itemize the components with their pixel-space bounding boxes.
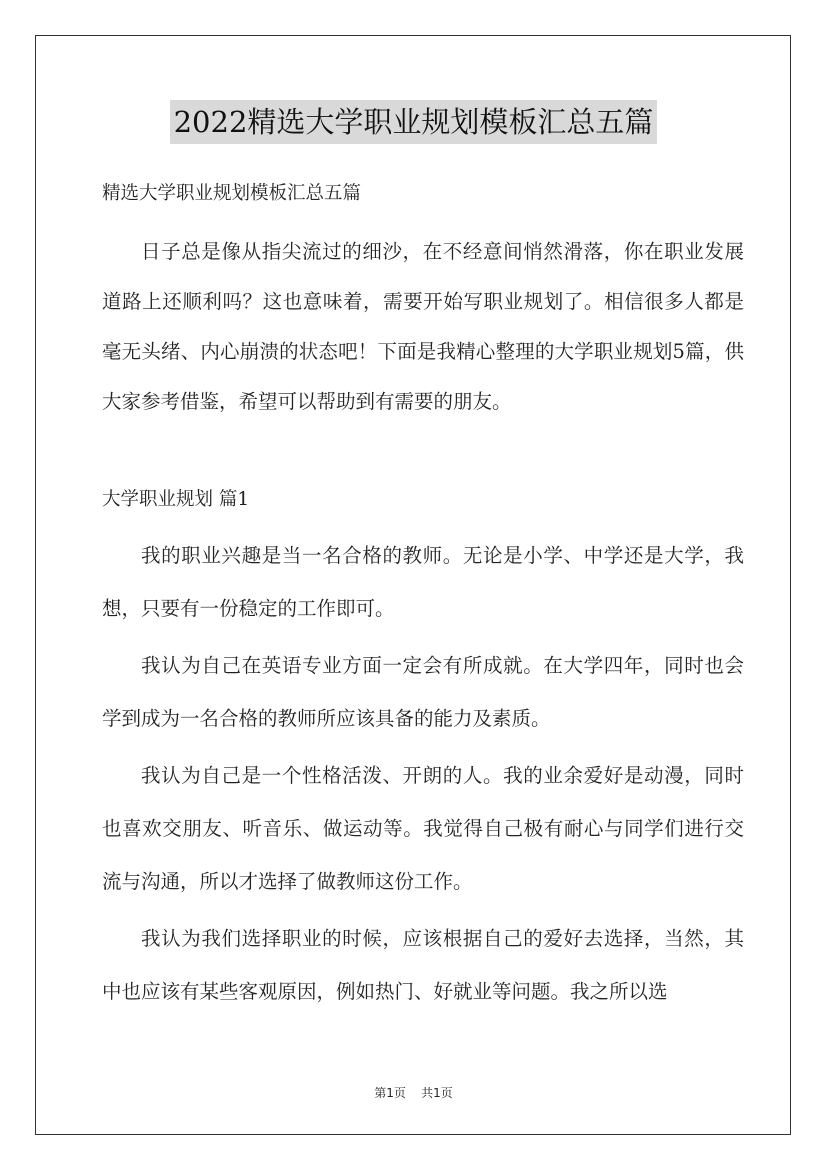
- document-title: 2022精选大学职业规划模板汇总五篇: [170, 100, 658, 144]
- page-total: 共1页: [421, 1086, 453, 1100]
- document-body: [102, 175, 744, 1022]
- section-heading: 大学职业规划 篇1: [102, 489, 250, 510]
- page-footer: [0, 1084, 827, 1101]
- body-paragraph-1: 我的职业兴趣是当一名合格的教师。无论是小学、中学还是大学，我想，只要有一份稳定的工作即可。: [102, 544, 744, 620]
- document-subtitle: 精选大学职业规划模板汇总五篇: [102, 183, 362, 204]
- page-number: 第1页: [374, 1086, 406, 1100]
- body-paragraph-4: 我认为我们选择职业的时候，应该根据自己的爱好去选择，当然，其中也应该有某些客观原因，例如热门、好就业等问题。我之所以选: [102, 927, 744, 1003]
- intro-paragraph: 日子总是像从指尖流过的细沙，在不经意间悄然滑落，你在职业发展道路上还顺利吗？这也意味着，需要开始写职业规划了。相信很多人都是毫无头绪、内心崩溃的状态吧！下面是我精心整理的大学职业规划5篇，供大家参考借鉴，希望可以帮助到有需要的朋友。: [102, 240, 744, 413]
- body-paragraph-3: 我认为自己是一个性格活泼、开朗的人。我的业余爱好是动漫，同时也喜欢交朋友、听音乐、做运动等。我觉得自己极有耐心与同学们进行交流与沟通，所以才选择了做教师这份工作。: [102, 764, 744, 893]
- title-container: [0, 100, 827, 144]
- body-paragraph-2: 我认为自己在英语专业方面一定会有所成就。在大学四年，同时也会学到成为一名合格的教师所应该具备的能力及素质。: [102, 654, 744, 730]
